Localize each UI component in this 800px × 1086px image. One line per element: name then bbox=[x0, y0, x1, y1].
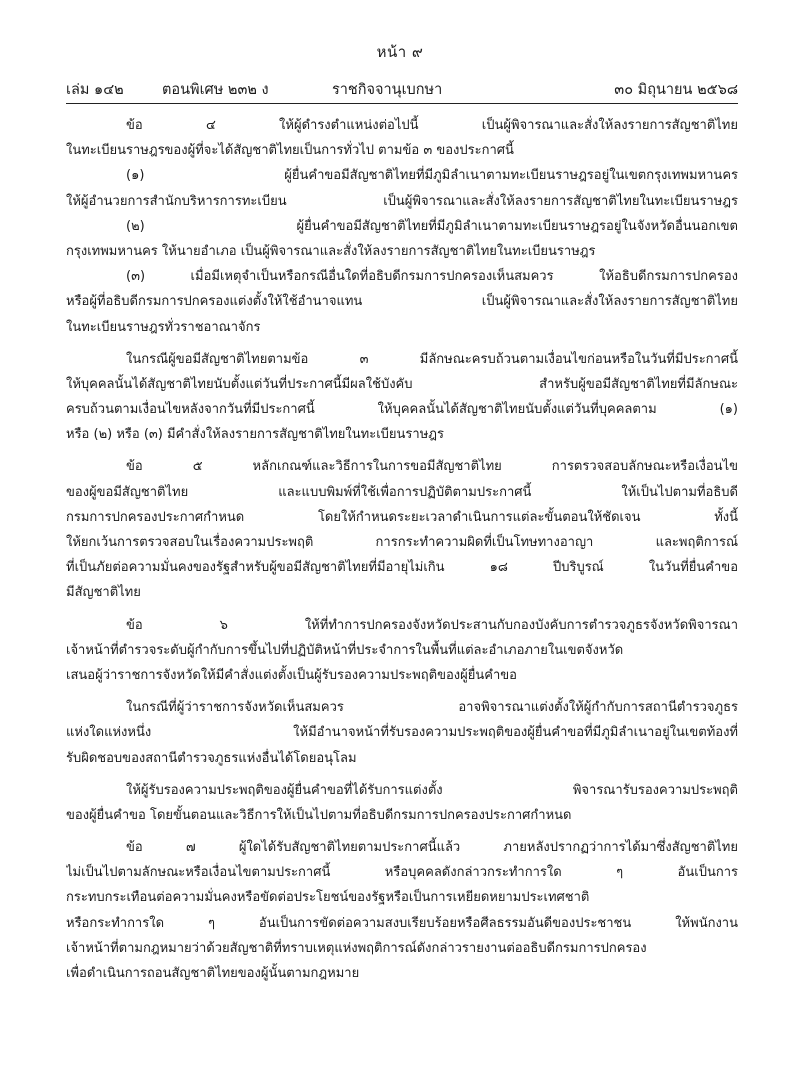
text-line: ข้อ ๗ ผู้ใดได้รับสัญชาติไทยตามประกาศนี้แล้ว ภายหลังปรากฏว่าการได้มาซึ่งสัญชาติไทย bbox=[126, 840, 738, 856]
text-line: เจ้าหน้าที่ตามกฎหมายว่าด้วยสัญชาติที่ทราบเหตุแห่งพฤติการณ์ดังกล่าวรายงานต่ออธิบดีกรมการปกครอง bbox=[66, 940, 647, 956]
gazette-header bbox=[66, 78, 738, 102]
text-line: หรือ (๒) หรือ (๓) มีคำสั่งให้ลงรายการสัญชาติไทยในทะเบียนราษฎร bbox=[66, 427, 444, 443]
text-line: ให้บุคคลนั้นได้สัญชาติไทยนับตั้งแต่วันที่ประกาศนี้มีผลใช้บังคับ สำหรับผู้ขอมีสัญชาติไทยที่มีลักษณะ bbox=[66, 376, 738, 392]
text-line: (๓) เมื่อมีเหตุจำเป็นหรือกรณีอื่นใดที่อธิบดีกรมการปกครองเห็นสมควร ให้อธิบดีกรมการปกครอง bbox=[126, 269, 738, 285]
text-line: ข้อ ๖ ให้ที่ทำการปกครองจังหวัดประสานกับกองบังคับการตำรวจภูธรจังหวัดพิจารณา bbox=[126, 617, 738, 633]
text-line: หรือกระทำการใด ๆ อันเป็นการขัดต่อความสงบเรียบร้อยหรือศีลธรรมอันดีของประชาชน ให้พนักงาน bbox=[66, 915, 738, 931]
volume-number: เล่ม ๑๔๒ bbox=[66, 82, 124, 98]
text-line: ในกรณีที่ผู้ว่าราชการจังหวัดเห็นสมควร อาจพิจารณาแต่งตั้งให้ผู้กำกับการสถานีตำรวจภูธร bbox=[126, 700, 738, 716]
text-line: ให้ยกเว้นการตรวจสอบในเรื่องความประพฤติ การกระทำความผิดที่เป็นโทษทางอาญา และพฤติการณ์ bbox=[66, 535, 738, 550]
page-number: หน้า ๙ bbox=[376, 43, 424, 61]
publication-date: ๓๐ มิถุนายน ๒๕๖๘ bbox=[614, 82, 738, 98]
text-line: ของผู้ยื่นคำขอ โดยขั้นตอนและวิธีการให้เป็นไปตามที่อธิบดีกรมการปกครองประกาศกำหนด bbox=[66, 807, 572, 823]
text-line: เจ้าหน้าที่ตำรวจระดับผู้กำกับการขึ้นไปที่ปฏิบัติหน้าที่ประจำการในพื้นที่แต่ละอำเภอภายในเขตจังหวัด bbox=[66, 642, 624, 658]
text-line: ข้อ ๕ หลักเกณฑ์และวิธีการในการขอมีสัญชาติไทย การตรวจสอบลักษณะหรือเงื่อนไข bbox=[126, 459, 738, 475]
text-line: ในทะเบียนราษฎรของผู้ที่จะได้สัญชาติไทยเป็นการทั่วไป ตามข้อ ๓ ของประกาศนี้ bbox=[66, 143, 514, 159]
text-line: หรือผู้ที่อธิบดีกรมการปกครองแต่งตั้งให้ใช้อำนาจแทน เป็นผู้พิจารณาและสั่งให้ลงรายการสัญชาติไทย bbox=[66, 294, 738, 310]
text-line: มีสัญชาติไทย bbox=[66, 585, 141, 601]
text-line: ของผู้ขอมีสัญชาติไทย และแบบพิมพ์ที่ใช้เพื่อการปฏิบัติตามประกาศนี้ ให้เป็นไปตามที่อธิบดี bbox=[66, 484, 738, 500]
text-line: (๑) ผู้ยื่นคำขอมีสัญชาติไทยที่มีภูมิลำเนาตามทะเบียนราษฎรอยู่ในเขตกรุงเทพมหานคร bbox=[126, 168, 738, 184]
text-line: ให้ผู้อำนวยการสำนักบริหารการทะเบียน เป็นผู้พิจารณาและสั่งให้ลงรายการสัญชาติไทยในทะเบียนราษฎร bbox=[66, 193, 738, 209]
text-line: เพื่อดำเนินการถอนสัญชาติไทยของผู้นั้นตามกฎหมาย bbox=[66, 966, 360, 981]
text-line: แห่งใดแห่งหนึ่ง ให้มีอำนาจหน้าที่รับรองความประพฤติของผู้ยื่นคำขอที่มีภูมิลำเนาอยู่ในเขตท้องที่ bbox=[66, 725, 738, 741]
text-line: ในกรณีผู้ขอมีสัญชาติไทยตามข้อ ๓ มีลักษณะครบถ้วนตามเงื่อนไขก่อนหรือในวันที่มีประกาศนี้ bbox=[126, 351, 738, 367]
body-text bbox=[66, 113, 738, 986]
header-divider bbox=[66, 103, 738, 104]
text-line: กรุงเทพมหานคร ให้นายอำเภอ เป็นผู้พิจารณาและสั่งให้ลงรายการสัญชาติไทยในทะเบียนราษฎร bbox=[66, 243, 596, 259]
text-line: ในทะเบียนราษฎรทั่วราชอาณาจักร bbox=[66, 319, 261, 335]
text-line: กระทบกระเทือนต่อความมั่นคงหรือขัดต่อประโยชน์ของรัฐหรือเป็นการเหยียดหยามประเทศชาติ bbox=[66, 890, 590, 906]
text-line: กรมการปกครองประกาศกำหนด โดยให้กำหนดระยะเวลาดำเนินการแต่ละขั้นตอนให้ชัดเจน ทั้งนี้ bbox=[66, 509, 738, 525]
text-line: ที่เป็นภัยต่อความมั่นคงของรัฐสำหรับผู้ขอมีสัญชาติไทยที่มีอายุไม่เกิน ๑๘ ปีบริบูรณ์ ในวันที่ยื่นคำขอ bbox=[66, 560, 738, 576]
text-line: เสนอผู้ว่าราชการจังหวัดให้มีคำสั่งแต่งตั้งเป็นผู้รับรองความประพฤติของผู้ยื่นคำขอ bbox=[66, 667, 517, 683]
special-issue-number: ตอนพิเศษ ๒๓๒ ง bbox=[162, 82, 269, 98]
text-line: ข้อ ๔ ให้ผู้ดำรงตำแหน่งต่อไปนี้ เป็นผู้พิจารณาและสั่งให้ลงรายการสัญชาติไทย bbox=[126, 118, 738, 133]
gazette-title: ราชกิจจานุเบกษา bbox=[332, 82, 443, 98]
text-line: (๒) ผู้ยื่นคำขอมีสัญชาติไทยที่มีภูมิลำเนาตามทะเบียนราษฎรอยู่ในจังหวัดอื่นนอกเขต bbox=[126, 218, 738, 234]
text-line: ให้ผู้รับรองความประพฤติของผู้ยื่นคำขอที่ได้รับการแต่งตั้ง พิจารณารับรองความประพฤติ bbox=[126, 782, 738, 798]
text-line: ครบถ้วนตามเงื่อนไขหลังจากวันที่มีประกาศนี้ ให้บุคคลนั้นได้สัญชาติไทยนับตั้งแต่วันที่บุคคลตาม (๑) bbox=[66, 402, 738, 418]
text-line: ไม่เป็นไปตามลักษณะหรือเงื่อนไขตามประกาศนี้ หรือบุคคลดังกล่าวกระทำการใด ๆ อันเป็นการ bbox=[66, 865, 738, 881]
text-line: รับผิดชอบของสถานีตำรวจภูธรแห่งอื่นได้โดยอนุโลม bbox=[66, 750, 357, 766]
